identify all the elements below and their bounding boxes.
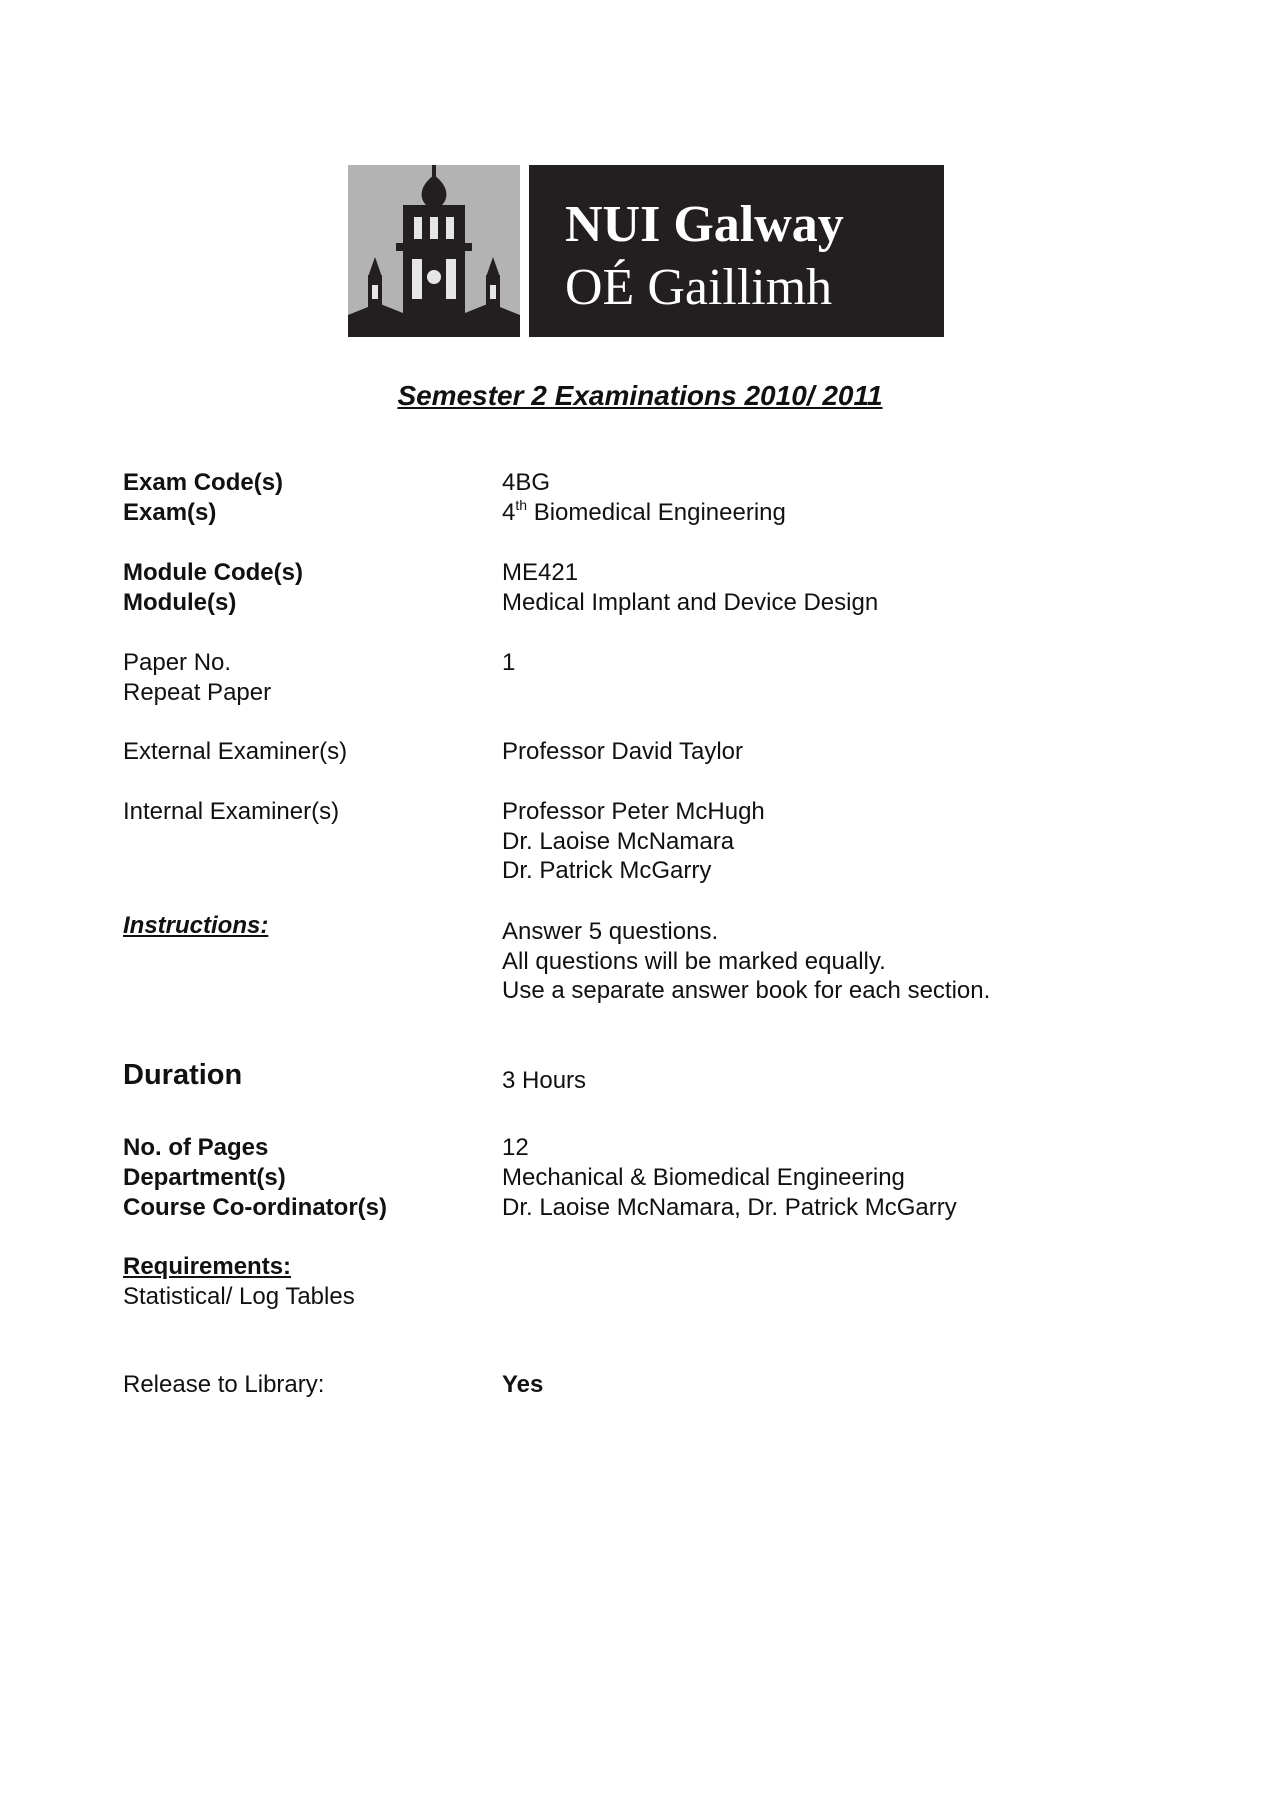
requirements-label: Requirements:	[123, 1253, 292, 1280]
external-examiner-item: Professor David Taylor	[502, 738, 743, 765]
logo-name-irish: OÉ Gaillimh	[565, 259, 833, 316]
logo-name-english: NUI Galway	[565, 196, 844, 253]
departments-value: Mechanical & Biomedical Engineering	[502, 1164, 905, 1191]
paper-no-value: 1	[502, 649, 516, 676]
instructions-label: Instructions:	[123, 912, 269, 939]
release-to-library-label: Release to Library:	[123, 1371, 325, 1398]
repeat-paper-label: Repeat Paper	[123, 679, 272, 706]
logo-wordmark	[529, 165, 944, 337]
departments-label: Department(s)	[123, 1164, 286, 1191]
course-coordinators-value: Dr. Laoise McNamara, Dr. Patrick McGarry	[502, 1194, 957, 1221]
exam-program-name: Biomedical Engineering	[527, 499, 786, 526]
course-coordinators-label: Course Co-ordinator(s)	[123, 1194, 387, 1221]
no-of-pages-value: 12	[502, 1134, 529, 1161]
exam-code-label: Exam Code(s)	[123, 469, 284, 496]
duration-label: Duration	[123, 1059, 243, 1091]
internal-examiner-item: Dr. Laoise McNamara	[502, 828, 735, 855]
internal-examiners-label: Internal Examiner(s)	[123, 798, 340, 825]
instruction-item: Answer 5 questions.	[502, 918, 719, 945]
module-code-label: Module Code(s)	[123, 559, 303, 586]
exam-value	[502, 498, 786, 528]
module-code-value: ME421	[502, 559, 579, 586]
no-of-pages-label: No. of Pages	[123, 1134, 269, 1161]
module-label: Module(s)	[123, 589, 237, 616]
university-logo	[348, 165, 944, 337]
tower-emblem-icon	[348, 165, 520, 337]
paper-no-label: Paper No.	[123, 649, 232, 676]
exam-year-number: 4	[502, 499, 516, 526]
duration-value: 3 Hours	[502, 1067, 587, 1094]
requirements-value: Statistical/ Log Tables	[123, 1283, 355, 1310]
exam-title: Semester 2 Examinations 2010/ 2011	[397, 380, 883, 411]
release-to-library-value: Yes	[502, 1371, 544, 1398]
module-value: Medical Implant and Device Design	[502, 589, 879, 616]
internal-examiner-item: Professor Peter McHugh	[502, 798, 765, 825]
external-examiners-label: External Examiner(s)	[123, 738, 348, 765]
instruction-item: Use a separate answer book for each section.	[502, 977, 991, 1004]
exam-label: Exam(s)	[123, 499, 217, 526]
instruction-item: All questions will be marked equally.	[502, 948, 886, 975]
internal-examiner-item: Dr. Patrick McGarry	[502, 857, 712, 884]
exam-code-value: 4BG	[502, 469, 551, 496]
exam-year-suffix: th	[515, 497, 528, 513]
